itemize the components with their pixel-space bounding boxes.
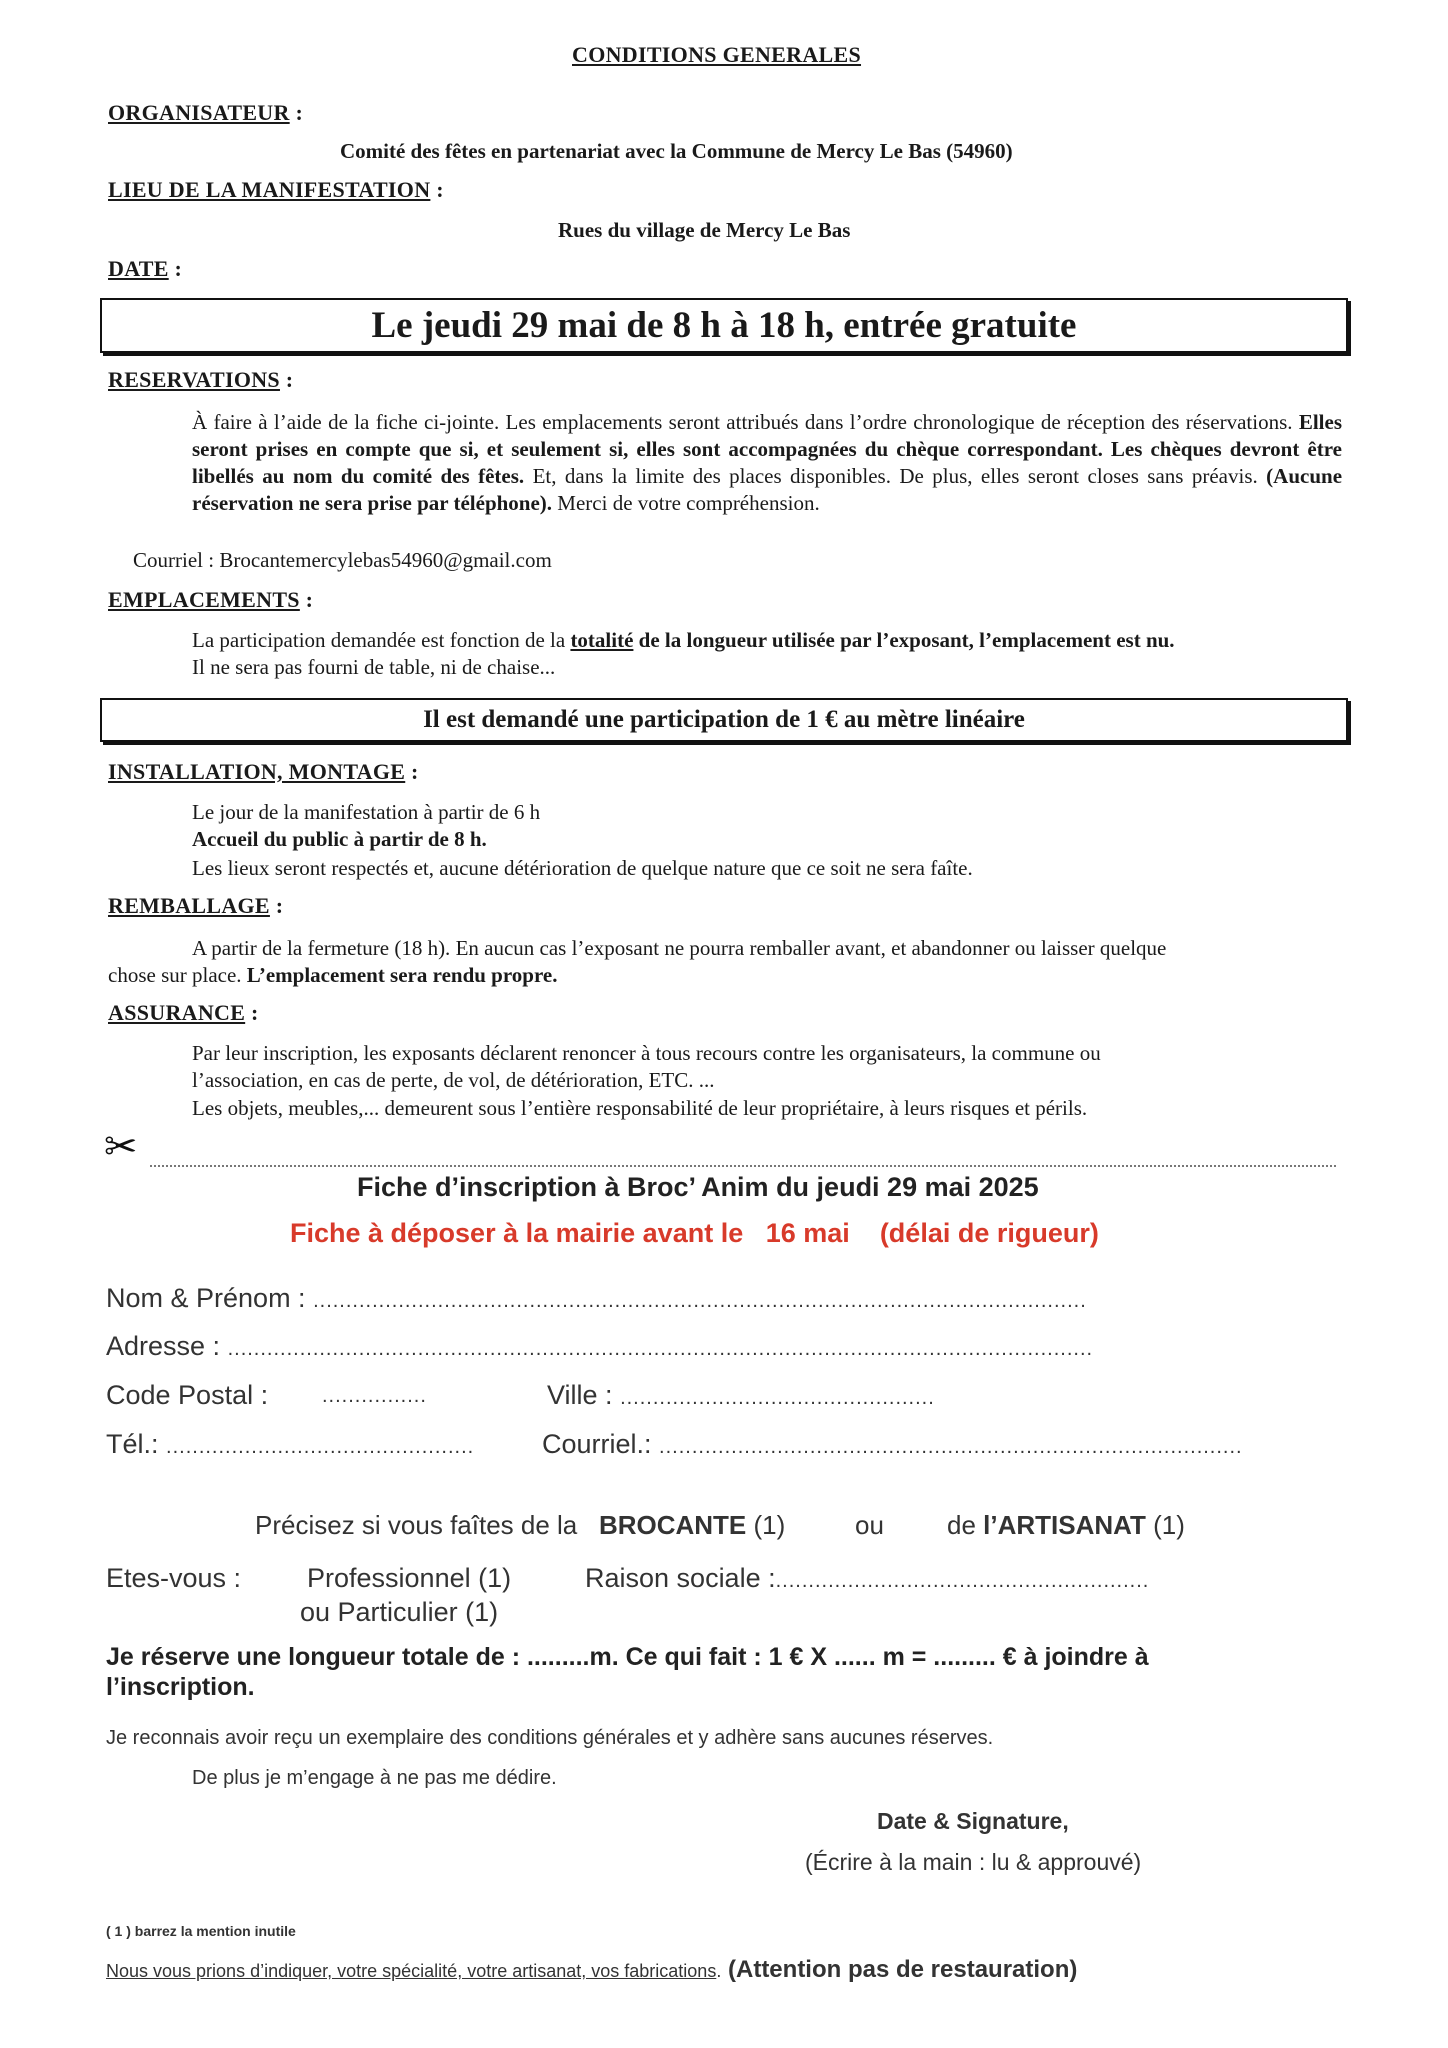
tel-field[interactable] bbox=[106, 1429, 474, 1460]
reservations-paragraph: À faire à l’aide de la fiche ci-jointe. Les emplacements seront attribués dans l’ordre chronologique de réception des réservations. Elles seront prises en compte que si, et seulement si, elles sont accompagnées du chèque correspondant. Les chèques devront être libellés au nom du comité des fêtes. Et, dans la limite des places disponibles. De plus, elles seront closes sans préavis. (Aucune réservation ne sera prise par téléphone). Merci de votre compréhension. bbox=[192, 410, 1343, 515]
remballage-line-1: A partir de la fermeture (18 h). En aucun cas l’exposant ne pourra remballer avant, et abandonner ou laisser quelque bbox=[192, 936, 1167, 960]
footnote: ( 1 ) barrez la mention inutile bbox=[106, 1923, 296, 1939]
participation-box bbox=[100, 698, 1348, 742]
raison-sociale-label: Raison sociale : bbox=[585, 1563, 776, 1593]
tel-label: Tél.: bbox=[106, 1429, 159, 1459]
brocante-option[interactable]: BROCANTE bbox=[598, 1510, 747, 1540]
adresse-field[interactable] bbox=[106, 1331, 1093, 1362]
reconnais-text: Je reconnais avoir reçu un exemplaire des conditions générales et y adhère sans aucunes réserves. bbox=[106, 1727, 994, 1749]
ville-dots: ................................................ bbox=[620, 1387, 935, 1409]
reserve-line-1: Je réserve une longueur totale de : .........m. Ce qui fait : 1 € X ...... m = ......... € à joindre à bbox=[106, 1643, 1149, 1671]
artisanat-line: de l’ARTISANAT (1) bbox=[947, 1510, 1185, 1540]
tel-dots: ............................................... bbox=[166, 1436, 475, 1458]
date-box bbox=[100, 298, 1348, 353]
artisanat-option[interactable]: l’ARTISANAT bbox=[983, 1510, 1146, 1540]
adresse-dots: .................................................................................................................................... bbox=[227, 1338, 1094, 1360]
adresse-label: Adresse : bbox=[106, 1331, 221, 1361]
nom-label: Nom & Prénom : bbox=[106, 1283, 306, 1313]
emplacements-text-2: Il ne sera pas fourni de table, ni de chaise... bbox=[192, 655, 556, 679]
code-postal-label: Code Postal : bbox=[106, 1380, 269, 1410]
prions-line: Nous vous prions d’indiquer, votre spécialité, votre artisanat, vos fabrications. (Attention pas de restauration) bbox=[106, 1956, 1078, 1983]
participation-box-text: Il est demandé une participation de 1 € au mètre linéaire bbox=[423, 706, 1025, 733]
nom-dots: ...................................................................................................................... bbox=[313, 1290, 1087, 1312]
assurance-line-1: Par leur inscription, les exposants déclarent renoncer à tous recours contre les organisateurs, la commune ou bbox=[192, 1041, 1101, 1065]
ville-label: Ville : bbox=[547, 1380, 613, 1410]
remballage-line-2: chose sur place. L’emplacement sera rendu propre. bbox=[108, 963, 558, 987]
fiche-title: Fiche d’inscription à Broc’ Anim du jeudi 29 mai 2025 bbox=[357, 1172, 1039, 1202]
code-postal-field[interactable] bbox=[106, 1380, 268, 1411]
courriel-label: Courriel.: bbox=[542, 1429, 652, 1459]
fiche-deadline: Fiche à déposer à la mairie avant le 16 mai (délai de rigueur) bbox=[290, 1218, 1099, 1248]
ville-field[interactable] bbox=[547, 1380, 935, 1411]
cut-line bbox=[150, 1165, 1336, 1167]
installation-line-3: Les lieux seront respectés et, aucune détérioration de quelque nature que ce soit ne sera faîte. bbox=[192, 856, 973, 880]
raison-sociale-dots: ......................................................... bbox=[775, 1570, 1150, 1592]
engage-text: De plus je m’engage à ne pas me dédire. bbox=[192, 1767, 557, 1789]
installation-heading: INSTALLATION, MONTAGE : bbox=[108, 759, 419, 784]
ou-text: ou bbox=[855, 1510, 884, 1540]
installation-line-2: Accueil du public à partir de 8 h. bbox=[192, 827, 487, 851]
raison-sociale-field[interactable] bbox=[585, 1563, 1149, 1594]
lieu-text: Rues du village de Mercy Le Bas bbox=[558, 218, 851, 242]
reservations-email: Courriel : Brocantemercylebas54960@gmail.com bbox=[133, 548, 552, 572]
assurance-line-3: Les objets, meubles,... demeurent sous l’entière responsabilité de leur propriétaire, à leurs risques et périls. bbox=[192, 1096, 1088, 1120]
date-signature-label: Date & Signature, bbox=[877, 1808, 1069, 1834]
precisez-line: Précisez si vous faîtes de la BROCANTE (1) bbox=[255, 1510, 786, 1540]
installation-line-1: Le jour de la manifestation à partir de 6 h bbox=[192, 800, 541, 824]
page-title: CONDITIONS GENERALES bbox=[572, 42, 862, 67]
courriel-field[interactable] bbox=[542, 1429, 1243, 1460]
reserve-line-2: l’inscription. bbox=[106, 1673, 255, 1701]
professionnel-option[interactable]: Professionnel (1) bbox=[307, 1563, 512, 1593]
date-heading: DATE : bbox=[108, 256, 183, 281]
nom-field[interactable] bbox=[106, 1283, 1087, 1314]
courriel-dots: ......................................................................................... bbox=[659, 1436, 1243, 1458]
assurance-heading: ASSURANCE : bbox=[108, 1000, 259, 1025]
emplacements-heading: EMPLACEMENTS : bbox=[108, 587, 314, 612]
remballage-heading: REMBALLAGE : bbox=[108, 893, 284, 918]
organisateur-heading: ORGANISATEUR : bbox=[108, 100, 304, 125]
emplacements-text: La participation demandée est fonction de la totalité de la longueur utilisée par l’exposant, l’emplacement est nu. bbox=[192, 628, 1175, 652]
organisateur-text: Comité des fêtes en partenariat avec la Commune de Mercy Le Bas (54960) bbox=[340, 139, 1013, 163]
assurance-line-2: l’association, en cas de perte, de vol, de détérioration, ETC. ... bbox=[192, 1068, 715, 1092]
reservations-heading: RESERVATIONS : bbox=[108, 367, 294, 392]
etes-vous-label: Etes-vous : bbox=[106, 1563, 242, 1593]
code-postal-dots: ................ bbox=[322, 1385, 427, 1407]
lieu-heading: LIEU DE LA MANIFESTATION : bbox=[108, 177, 444, 202]
scissors-icon: ✂ bbox=[104, 1124, 138, 1170]
particulier-option[interactable]: ou Particulier (1) bbox=[300, 1597, 499, 1627]
date-box-text: Le jeudi 29 mai de 8 h à 18 h, entrée gratuite bbox=[371, 305, 1077, 346]
ecrire-main-label: (Écrire à la main : lu & approuvé) bbox=[805, 1849, 1142, 1875]
